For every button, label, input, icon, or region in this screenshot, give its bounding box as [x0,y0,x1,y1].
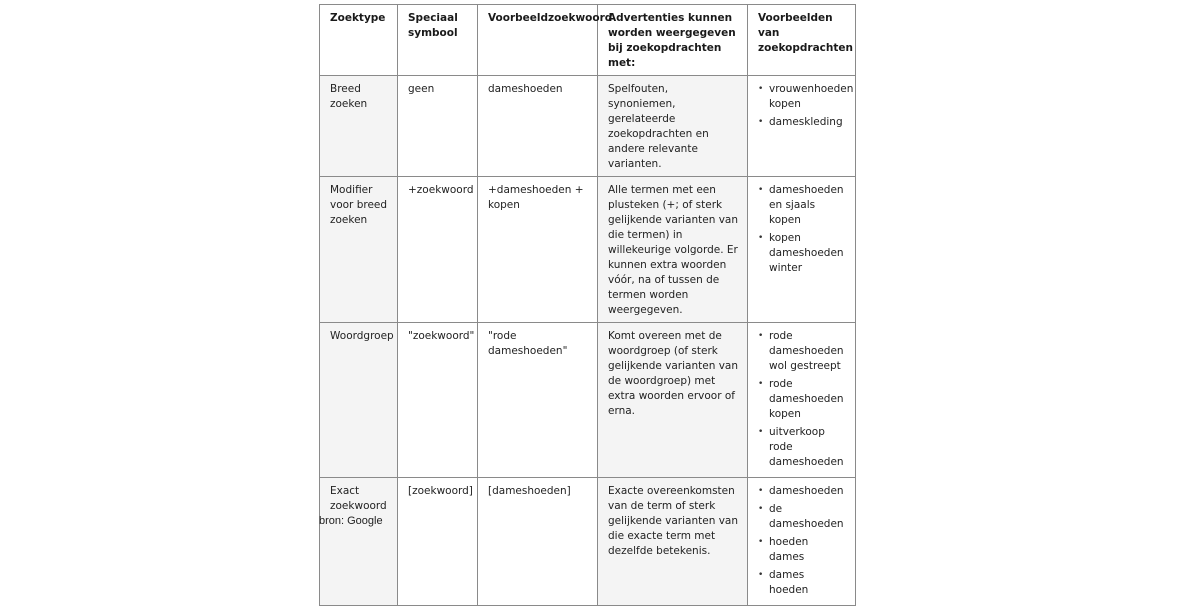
cell-symbool: [zoekwoord] [398,478,478,606]
header-zoektype: Zoektype [320,5,398,76]
cell-zoektype: Modifier voor breed zoeken [320,177,398,323]
cell-symbool: "zoekwoord" [398,323,478,478]
header-voorbeeldzoekwoord: Voorbeeldzoekwoord [478,5,598,76]
examples-list [758,484,846,598]
cell-symbool: +zoekwoord [398,177,478,323]
cell-advertenties: Komt overeen met de woordgroep (of sterk gelijkende varianten van de woordgroep) met extra woorden ervoor of erna. [598,323,748,478]
cell-zoektype: Exact zoekwoord [320,478,398,606]
list-item: • de dameshoeden [758,502,846,532]
table-row [320,478,856,606]
list-item: • dameshoeden en sjaals kopen [758,183,846,228]
cell-voorbeelden [748,76,856,177]
header-voorbeelden: Voorbeelden van zoekopdrachten [748,5,856,76]
cell-voorbeeldzoekwoord: dameshoeden [478,76,598,177]
cell-symbool: geen [398,76,478,177]
list-item: • hoeden dames [758,535,846,565]
cell-zoektype: Breed zoeken [320,76,398,177]
cell-voorbeelden [748,478,856,606]
cell-voorbeelden [748,323,856,478]
cell-advertenties: Exacte overeenkomsten van de term of sterk gelijkende varianten van die exacte term met dezelfde betekenis. [598,478,748,606]
cell-voorbeeldzoekwoord: "rode dameshoeden" [478,323,598,478]
table-row [320,323,856,478]
cell-voorbeeldzoekwoord: +dameshoeden + kopen [478,177,598,323]
keyword-match-types-table [319,4,856,606]
list-item: • dameskleding [758,115,846,130]
list-item: • dameshoeden [758,484,846,499]
list-item: • dames hoeden [758,568,846,598]
list-item: • uitverkoop rode dameshoeden [758,425,846,470]
cell-voorbeeldzoekwoord: [dameshoeden] [478,478,598,606]
examples-list [758,183,846,276]
list-item: • rode dameshoeden kopen [758,377,846,422]
list-item: • vrouwenhoeden kopen [758,82,846,112]
cell-voorbeelden [748,177,856,323]
examples-list [758,329,846,470]
header-advertenties: Advertenties kunnen worden weergegeven bij zoekopdrachten met: [598,5,748,76]
table-row [320,76,856,177]
cell-advertenties: Spelfouten, synoniemen, gerelateerde zoekopdrachten en andere relevante varianten. [598,76,748,177]
table-row [320,177,856,323]
cell-zoektype: Woordgroep [320,323,398,478]
source-caption: bron: Google [319,515,383,527]
list-item: • kopen dameshoeden winter [758,231,846,276]
table-header-row [320,5,856,76]
examples-list [758,82,854,130]
header-speciaal-symbool: Speciaal symbool [398,5,478,76]
list-item: • rode dameshoeden wol gestreept [758,329,846,374]
cell-advertenties: Alle termen met een plusteken (+; of sterk gelijkende varianten van die termen) in willekeurige volgorde. Er kunnen extra woorden vóór, na of tussen de termen worden weergegeven. [598,177,748,323]
